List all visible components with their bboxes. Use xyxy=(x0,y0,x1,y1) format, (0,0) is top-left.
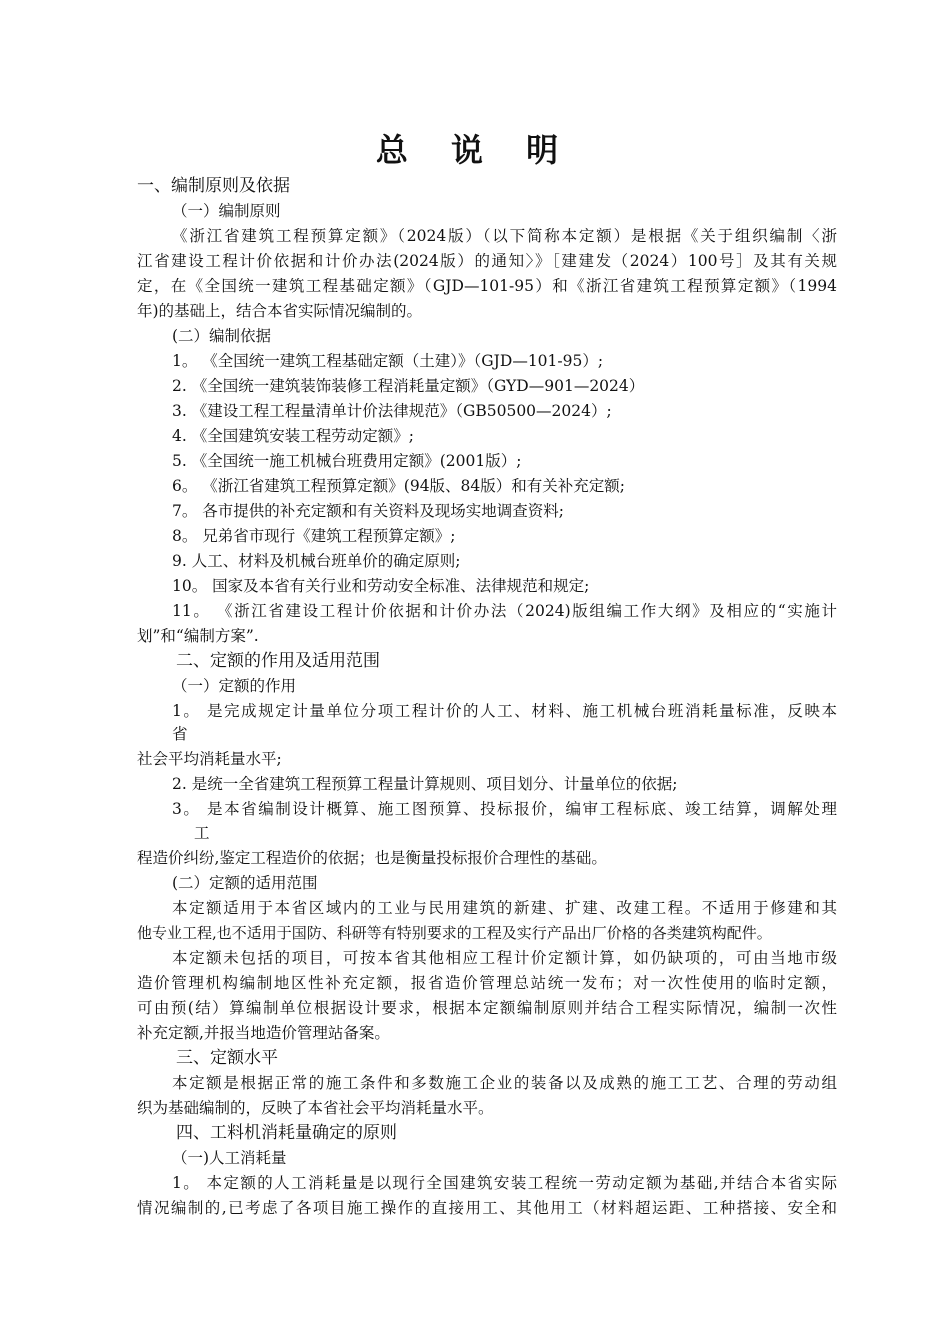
list-item: 8。 兄弟省市现行《建筑工程预算定额》; xyxy=(172,527,456,545)
subsection-heading: (二）编制依据 xyxy=(172,327,272,345)
paragraph-line: 本定额适用于本省区域内的工业与民用建筑的新建、扩建、改建工程。不适用于修建和其 xyxy=(172,899,837,917)
list-item: 9. 人工、材料及机械台班单价的确定原则; xyxy=(172,552,461,570)
paragraph-line: 省 xyxy=(172,725,188,743)
subsection-heading: (二）定额的适用范围 xyxy=(172,874,318,892)
paragraph-line: 定，在《全国统一建筑工程基础定额》（GJD—101-95）和《浙江省建筑工程预算定额》（1994 xyxy=(137,277,837,295)
page-title: 总 说 明 xyxy=(375,131,575,169)
section-heading-1: 一、编制原则及依据 xyxy=(137,176,290,196)
paragraph-line: 《浙江省建筑工程预算定额》（2024版）（以下简称本定额）是根据《关于组织编制〈浙 xyxy=(172,227,837,245)
paragraph-line: 本定额未包括的项目，可按本省其他相应工程计价定额计算，如仍缺项的，可由当地市级 xyxy=(172,949,837,967)
paragraph-line: 可由预(结）算编制单位根据设计要求，根据本定额编制原则并结合工程实际情况，编制一次性 xyxy=(137,999,837,1017)
list-item: 4. 《全国建筑安装工程劳动定额》; xyxy=(172,427,414,445)
list-item: 3. 《建设工程工程量清单计价法律规范》（GB50500—2024）; xyxy=(172,402,612,420)
paragraph-line: 年)的基础上，结合本省实际情况编制的。 xyxy=(137,302,423,320)
list-item: 1。 是完成规定计量单位分项工程计价的人工、材料、施工机械台班消耗量标准，反映本 xyxy=(172,702,837,720)
list-item: 6。 《浙江省建筑工程预算定额》(94版、84版）和有关补充定额; xyxy=(172,477,626,495)
section-heading-3: 三、定额水平 xyxy=(176,1048,278,1068)
list-item: 1。 本定额的人工消耗量是以现行全国建筑安装工程统一劳动定额为基础,并结合本省实际 xyxy=(172,1174,837,1192)
paragraph-line: 划”和“编制方案”. xyxy=(137,627,259,645)
paragraph-line: 情况编制的,已考虑了各项目施工操作的直接用工、其他用工（材料超运距、工种搭接、安全和 xyxy=(137,1199,837,1217)
subsection-heading: （一）定额的作用 xyxy=(172,677,297,695)
subsection-heading: （一）编制原则 xyxy=(172,202,281,220)
paragraph-line: 织为基础编制的，反映了本省社会平均消耗量水平。 xyxy=(137,1099,494,1117)
list-item: 10。 国家及本省有关行业和劳动安全标准、法律规范和规定; xyxy=(172,577,590,595)
paragraph-line: 工 xyxy=(194,824,210,842)
paragraph-line: 社会平均消耗量水平; xyxy=(137,750,282,768)
list-item: 2. 是统一全省建筑工程预算工程量计算规则、项目划分、计量单位的依据; xyxy=(172,775,678,793)
paragraph-line: 造价管理机构编制地区性补充定额，报省造价管理总站统一发布；对一次性使用的临时定额， xyxy=(137,974,837,992)
list-item: 5. 《全国统一施工机械台班费用定额》(2001版）; xyxy=(172,452,522,470)
paragraph-line: 他专业工程,也不适用于国防、科研等有特别要求的工程及实行产品出厂价格的各类建筑构配件。 xyxy=(137,924,772,942)
list-item: 2. 《全国统一建筑装饰装修工程消耗量定额》（GYD—901—2024） xyxy=(172,377,645,395)
subsection-heading: （一)人工消耗量 xyxy=(172,1149,287,1167)
paragraph-line: 本定额是根据正常的施工条件和多数施工企业的装备以及成熟的施工工艺、合理的劳动组 xyxy=(172,1074,837,1092)
paragraph-line: 江省建设工程计价依据和计价办法(2024版）的通知〉》［建建发（2024）100号］及其有关规 xyxy=(137,252,837,270)
section-heading-4: 四、工料机消耗量确定的原则 xyxy=(176,1123,397,1143)
list-item: 11。 《浙江省建设工程计价依据和计价办法（2024)版组编工作大纲》及相应的“实施计 xyxy=(172,602,837,620)
list-item: 7。 各市提供的补充定额和有关资料及现场实地调查资料; xyxy=(172,502,565,520)
section-heading-2: 二、定额的作用及适用范围 xyxy=(176,651,380,671)
list-item: 1。 《全国统一建筑工程基础定额（土建）》（GJD—101-95）; xyxy=(172,352,604,370)
paragraph-line: 补充定额,并报当地造价管理站备案。 xyxy=(137,1024,390,1042)
list-item: 3。 是本省编制设计概算、施工图预算、投标报价，编审工程标底、竣工结算，调解处理 xyxy=(172,800,837,818)
paragraph-line: 程造价纠纷,鉴定工程造价的依据；也是衡量投标报价合理性的基础。 xyxy=(137,849,607,867)
